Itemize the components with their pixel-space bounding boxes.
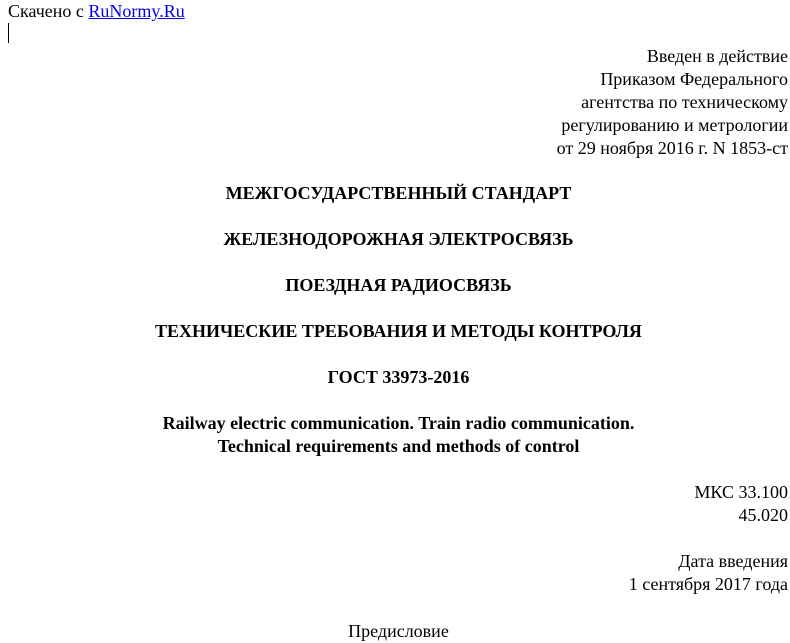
enactment-line: Приказом Федерального — [600, 69, 788, 89]
enactment-line: регулированию и метрологии — [561, 115, 788, 135]
introduction-date-value: 1 сентября 2017 года — [628, 574, 788, 594]
classification-code: 45.020 — [738, 505, 788, 525]
runormy-link[interactable]: RuNormy.Ru — [88, 1, 185, 21]
title-line-railway-telecom: ЖЕЛЕЗНОДОРОЖНАЯ ЭЛЕКТРОСВЯЗЬ — [223, 229, 574, 249]
download-prefix: Скачено с — [8, 1, 89, 21]
english-title-line: Technical requirements and methods of control — [217, 436, 580, 456]
introduction-date-block — [629, 550, 788, 596]
text-cursor — [8, 23, 9, 43]
english-title-line: Railway electric communication. Train radio communication. — [162, 413, 635, 433]
preface-heading: Предисловие — [348, 621, 449, 641]
title-line-train-radio: ПОЕЗДНАЯ РАДИОСВЯЗЬ — [285, 275, 512, 295]
enactment-line: от 29 ноября 2016 г. N 1853-ст — [556, 138, 788, 158]
standard-type-heading: МЕЖГОСУДАРСТВЕННЫЙ СТАНДАРТ — [225, 183, 572, 203]
introduction-date-label: Дата введения — [678, 551, 788, 571]
download-source-line — [8, 0, 185, 23]
gost-number: ГОСТ 33973-2016 — [327, 367, 470, 387]
english-title — [0, 412, 790, 458]
title-line-requirements: ТЕХНИЧЕСКИЕ ТРЕБОВАНИЯ И МЕТОДЫ КОНТРОЛЯ — [155, 321, 642, 341]
classification-block — [694, 481, 788, 527]
enactment-block — [557, 45, 788, 160]
enactment-line: агентства по техническому — [581, 92, 788, 112]
enactment-line: Введен в действие — [646, 46, 788, 66]
classification-code: МКС 33.100 — [694, 482, 788, 502]
